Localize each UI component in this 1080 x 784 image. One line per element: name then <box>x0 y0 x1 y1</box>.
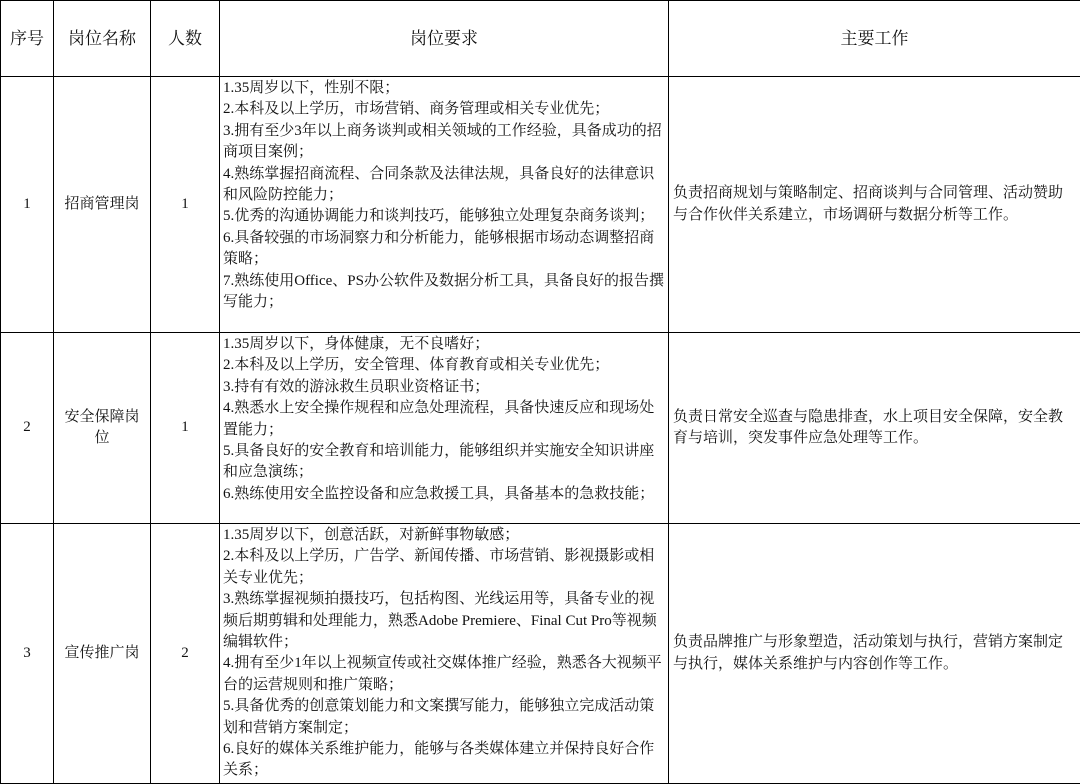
row-position-cell: 宣传推广岗 <box>54 524 151 784</box>
row-index-cell: 1 <box>1 77 54 333</box>
requirement-item: 5.具备良好的安全教育和培训能力，能够组织并实施安全知识讲座和应急演练； <box>223 443 655 481</box>
header-position: 岗位名称 <box>54 1 151 77</box>
header-count: 人数 <box>151 1 220 77</box>
header-duties: 主要工作 <box>669 1 1080 77</box>
requirement-item: 7.熟练使用Office、PS办公软件及数据分析工具，具备良好的报告撰写能力； <box>223 272 664 311</box>
requirement-item: 3.持有有效的游泳救生员职业资格证书； <box>223 378 490 395</box>
requirement-item: 5.具备优秀的创意策划能力和文案撰写能力，能够独立完成活动策划和营销方案制定； <box>223 698 655 736</box>
requirement-item: 3.拥有至少3年以上商务谈判或相关领域的工作经验，具备成功的招商项目案例； <box>223 122 662 161</box>
table-header-row <box>1 1 1080 77</box>
requirement-item: 4.拥有至少1年以上视频宣传或社交媒体推广经验，熟悉各大视频平台的运营规则和推广策略； <box>223 655 662 693</box>
row-requirements-cell <box>220 333 669 524</box>
row-index-cell: 2 <box>1 333 54 524</box>
row-index-cell: 3 <box>1 524 54 784</box>
row-duties-cell: 负责品牌推广与形象塑造，活动策划与执行，营销方案制定与执行，媒体关系维护与内容创作等工作。 <box>669 524 1080 784</box>
requirement-item: 1.35周岁以下，身体健康，无不良嗜好； <box>223 336 490 352</box>
row-requirements-cell <box>220 77 669 333</box>
requirement-item: 4.熟练掌握招商流程、合同条款及法律法规，具备良好的法律意识和风险防控能力； <box>223 165 655 204</box>
requirement-item: 3.熟练掌握视频拍摄技巧，包括构图、光线运用等，具备专业的视频后期剪辑和处理能力，熟悉Adobe Premiere、Final Cut Pro等视频编辑软件； <box>223 591 657 651</box>
header-index: 序号 <box>1 1 54 77</box>
requirements-list <box>220 333 668 523</box>
requirement-item: 6.良好的媒体关系维护能力，能够与各类媒体建立并保持良好合作关系； <box>223 741 655 779</box>
row-count-cell: 1 <box>151 333 220 524</box>
requirement-item: 1.35周岁以下，创意活跃，对新鲜事物敏感； <box>223 527 520 543</box>
table-row <box>1 77 1080 333</box>
row-count-cell: 1 <box>151 77 220 333</box>
requirement-item: 6.熟练使用安全监控设备和应急救援工具，具备基本的急救技能； <box>223 485 655 502</box>
requirement-item: 2.本科及以上学历，市场营销、商务管理或相关专业优先； <box>223 101 610 118</box>
requirement-item: 4.熟悉水上安全操作规程和应急处理流程，具备快速反应和现场处置能力； <box>223 400 655 438</box>
table-row <box>1 333 1080 524</box>
table-row <box>1 524 1080 784</box>
requirement-item: 1.35周岁以下，性别不限； <box>223 80 400 96</box>
requirements-list <box>220 524 668 783</box>
row-position-cell: 招商管理岗 <box>54 77 151 333</box>
requirements-list <box>220 77 668 332</box>
row-count-cell: 2 <box>151 524 220 784</box>
requirement-item: 2.本科及以上学历，安全管理、体育教育或相关专业优先； <box>223 357 610 374</box>
row-duties-cell: 负责招商规划与策略制定、招商谈判与合同管理、活动赞助与合作伙伴关系建立，市场调研与数据分析等工作。 <box>669 77 1080 333</box>
row-requirements-cell <box>220 524 669 784</box>
row-position-cell: 安全保障岗位 <box>54 333 151 524</box>
requirement-item: 2.本科及以上学历，广告学、新闻传播、市场营销、影视摄影或相关专业优先； <box>223 548 655 586</box>
requirement-item: 6.具备较强的市场洞察力和分析能力，能够根据市场动态调整招商策略； <box>223 229 655 268</box>
header-requirements: 岗位要求 <box>220 1 669 77</box>
requirement-item: 5.优秀的沟通协调能力和谈判技巧，能够独立处理复杂商务谈判； <box>223 208 655 225</box>
row-duties-cell: 负责日常安全巡查与隐患排查，水上项目安全保障，安全教育与培训，突发事件应急处理等工作。 <box>669 333 1080 524</box>
